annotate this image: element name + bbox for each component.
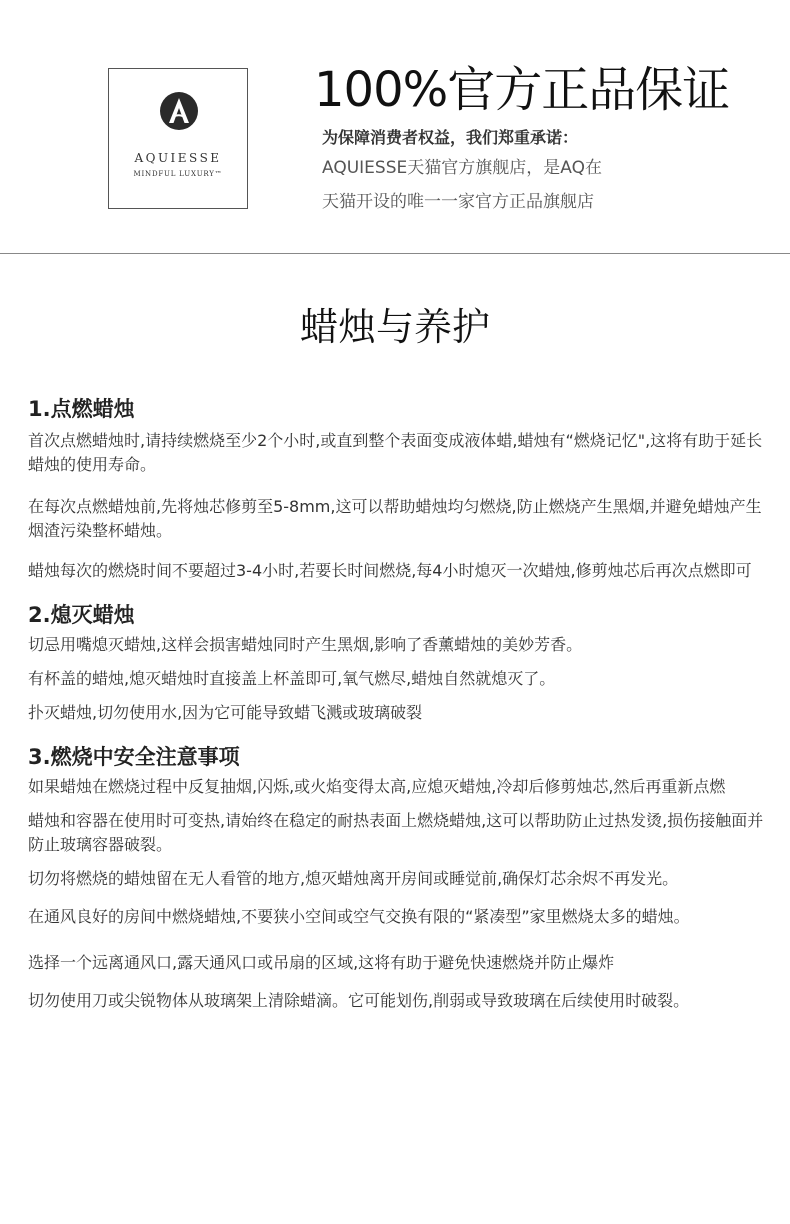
paragraph: 如果蜡烛在燃烧过程中反复抽烟,闪烁,或火焰变得太高,应熄灭蜡烛,冷却后修剪烛芯,然后再重新点燃	[28, 777, 726, 796]
header-divider	[0, 253, 790, 254]
section-heading: 2.熄灭蜡烛	[28, 603, 135, 627]
promise-lead: 为保障消费者权益，我们郑重承诺：	[322, 128, 579, 147]
page-title: 蜡烛与养护	[299, 305, 490, 349]
brand-tagline: MINDFUL LUXURY™	[133, 170, 223, 178]
brand-logo	[108, 68, 248, 209]
paragraph: 蜡烛每次的燃烧时间不要超过3-4小时,若要长时间燃烧,每4小时熄灭一次蜡烛,修剪烛芯后再次点燃即可	[28, 561, 752, 580]
paragraph: 选择一个远离通风口,露天通风口或吊扇的区域,这将有助于避免快速燃烧并防止爆炸	[28, 953, 615, 972]
care-instructions	[28, 393, 776, 1013]
section-heading: 3.燃烧中安全注意事项	[28, 745, 240, 769]
paragraph: 扑灭蜡烛,切勿使用水,因为它可能导致蜡飞溅或玻璃破裂	[28, 703, 423, 722]
paragraph: 首次点燃蜡烛时,请持续燃烧至少2个小时,或直到整个表面变成液体蜡,蜡烛有“燃烧记忆",这将有助于延长蜡烛的使用寿命。	[28, 431, 763, 474]
paragraph: 切勿将燃烧的蜡烛留在无人看管的地方,熄灭蜡烛离开房间或睡觉前,确保灯芯余烬不再发光。	[28, 869, 679, 888]
paragraph: 切忌用嘴熄灭蜡烛,这样会损害蜡烛同时产生黑烟,影响了香薰蜡烛的美妙芳香。	[28, 635, 583, 654]
paragraph: 蜡烛和容器在使用时可变热,请始终在稳定的耐热表面上燃烧蜡烛,这可以帮助防止过热发烫,损伤接触面并防止玻璃容器破裂。	[28, 811, 764, 854]
paragraph: 切勿使用刀或尖锐物体从玻璃架上清除蜡滴。它可能划伤,削弱或导致玻璃在后续使用时破裂。	[28, 991, 690, 1010]
promise-line: 天猫开设的唯一一家官方正品旗舰店	[322, 192, 594, 212]
brand-name: AQUIESSE	[134, 151, 222, 165]
guarantee-title: 100%官方正品保证	[314, 62, 730, 118]
paragraph: 在每次点燃蜡烛前,先将烛芯修剪至5-8mm,这可以帮助蜡烛均匀燃烧,防止燃烧产生黑烟,并避免蜡烛产生烟渣污染整杯蜡烛。	[28, 497, 762, 540]
section-heading: 1.点燃蜡烛	[28, 397, 135, 421]
paragraph: 在通风良好的房间中燃烧蜡烛,不要狭小空间或空气交换有限的“紧凑型”家里燃烧太多的蜡烛。	[28, 907, 690, 926]
brand-header	[0, 0, 790, 254]
brand-emblem-icon	[159, 91, 199, 131]
promise-line: AQUIESSE天猫官方旗舰店，是AQ在	[322, 158, 602, 178]
paragraph: 有杯盖的蜡烛,熄灭蜡烛时直接盖上杯盖即可,氧气燃尽,蜡烛自然就熄灭了。	[28, 669, 556, 688]
